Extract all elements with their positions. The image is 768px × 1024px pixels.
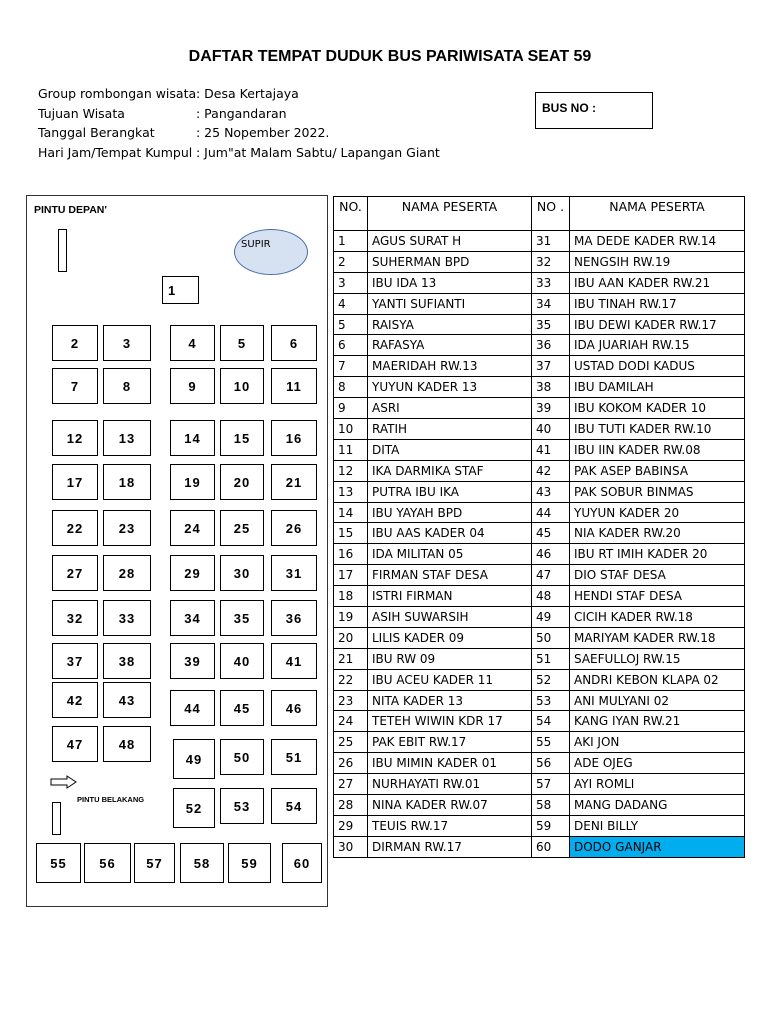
cell-name: TETEH WIWIN KDR 17	[368, 711, 532, 732]
cell-name: USTAD DODI KADUS	[570, 356, 745, 377]
seat: 26	[271, 510, 317, 546]
seat: 16	[271, 420, 317, 456]
cell-number: 44	[532, 502, 570, 523]
cell-name: MAERIDAH RW.13	[368, 356, 532, 377]
cell-name: IDA JUARIAH RW.15	[570, 335, 745, 356]
table-row	[334, 231, 745, 252]
cell-number: 6	[334, 335, 368, 356]
cell-number: 59	[532, 815, 570, 836]
table-row	[334, 627, 745, 648]
info-label: Group rombongan wisata	[38, 86, 197, 101]
table-row	[334, 774, 745, 795]
info-value: : Pangandaran	[196, 105, 287, 121]
table-row	[334, 836, 745, 857]
seat: 12	[52, 420, 98, 456]
cell-name: NENGSIH RW.19	[570, 251, 745, 272]
cell-name: PAK ASEP BABINSA	[570, 460, 745, 481]
cell-name: ADE OJEG	[570, 753, 745, 774]
info-value: : 25 Nopember 2022.	[196, 125, 330, 140]
cell-number: 14	[334, 502, 368, 523]
cell-number: 55	[532, 732, 570, 753]
cell-number: 53	[532, 690, 570, 711]
trip-info	[38, 84, 440, 162]
seat: 2	[52, 325, 98, 361]
seat: 17	[52, 464, 98, 500]
cell-number: 22	[334, 669, 368, 690]
cell-name: IBU TUTI KADER RW.10	[570, 419, 745, 440]
info-row-date	[38, 123, 440, 143]
table-row	[334, 544, 745, 565]
cell-name: ANI MULYANI 02	[570, 690, 745, 711]
header-name: NAMA PESERTA	[368, 197, 532, 231]
cell-number: 23	[334, 690, 368, 711]
seat: 18	[103, 464, 151, 500]
passenger-table	[333, 196, 745, 858]
cell-name: MARIYAM KADER RW.18	[570, 627, 745, 648]
cell-number: 18	[334, 586, 368, 607]
cell-name: AKI JON	[570, 732, 745, 753]
cell-name: IBU RT IMIH KADER 20	[570, 544, 745, 565]
seat: 56	[84, 843, 131, 883]
cell-name: DIO STAF DESA	[570, 565, 745, 586]
info-row-meeting	[38, 143, 440, 163]
cell-number: 17	[334, 565, 368, 586]
seat: 25	[220, 510, 264, 546]
cell-number: 2	[334, 251, 368, 272]
cell-name: NIA KADER RW.20	[570, 523, 745, 544]
cell-name: IBU YAYAH BPD	[368, 502, 532, 523]
seat: 60	[282, 843, 322, 883]
seat: 10	[220, 368, 264, 404]
cell-name: YANTI SUFIANTI	[368, 293, 532, 314]
cell-name: SAEFULLOJ RW.15	[570, 648, 745, 669]
cell-name: ASRI	[368, 398, 532, 419]
seat: 5	[220, 325, 264, 361]
cell-name: TEUIS RW.17	[368, 815, 532, 836]
cell-number: 58	[532, 795, 570, 816]
seat: 59	[228, 843, 271, 883]
header-name: NAMA PESERTA	[570, 197, 745, 231]
front-door	[58, 229, 67, 272]
cell-name: IBU ACEU KADER 11	[368, 669, 532, 690]
table-row	[334, 439, 745, 460]
table-row	[334, 815, 745, 836]
cell-number: 10	[334, 419, 368, 440]
cell-name: IBU DEWI KADER RW.17	[570, 314, 745, 335]
cell-name: AGUS SURAT H	[368, 231, 532, 252]
cell-number: 38	[532, 377, 570, 398]
info-row-destination	[38, 104, 440, 124]
cell-name: SUHERMAN BPD	[368, 251, 532, 272]
seat: 39	[170, 643, 215, 679]
cell-name: NURHAYATI RW.01	[368, 774, 532, 795]
cell-name: HENDI STAF DESA	[570, 586, 745, 607]
info-value: : Jum"at Malam Sabtu/ Lapangan Giant	[196, 144, 440, 160]
cell-number: 57	[532, 774, 570, 795]
seat: 57	[134, 843, 175, 883]
rear-door-label: PINTU BELAKANG	[77, 795, 145, 804]
seat: 30	[220, 555, 264, 591]
cell-name: LILIS KADER 09	[368, 627, 532, 648]
header-no: NO .	[532, 197, 570, 231]
seat: 46	[271, 690, 317, 726]
cell-number: 48	[532, 586, 570, 607]
table-row	[334, 398, 745, 419]
cell-number: 37	[532, 356, 570, 377]
cell-number: 42	[532, 460, 570, 481]
seat: 1	[162, 276, 199, 304]
cell-name: ANDRI KEBON KLAPA 02	[570, 669, 745, 690]
seat: 7	[52, 368, 98, 404]
table-row	[334, 251, 745, 272]
info-value: : Desa Kertajaya	[196, 86, 299, 101]
seat: 42	[52, 682, 98, 718]
table-row	[334, 356, 745, 377]
seat: 43	[103, 682, 151, 718]
cell-number: 39	[532, 398, 570, 419]
cell-number: 46	[532, 544, 570, 565]
table-row	[334, 690, 745, 711]
cell-number: 5	[334, 314, 368, 335]
cell-name: RAISYA	[368, 314, 532, 335]
table-row	[334, 502, 745, 523]
cell-number: 50	[532, 627, 570, 648]
seat: 36	[271, 600, 317, 636]
table-row	[334, 732, 745, 753]
cell-number: 1	[334, 231, 368, 252]
cell-number: 56	[532, 753, 570, 774]
cell-name: AYI ROMLI	[570, 774, 745, 795]
cell-number: 8	[334, 377, 368, 398]
cell-name: FIRMAN STAF DESA	[368, 565, 532, 586]
cell-number: 40	[532, 419, 570, 440]
seat: 34	[170, 600, 215, 636]
seat: 53	[220, 788, 264, 824]
table-row	[334, 648, 745, 669]
cell-name: YUYUN KADER 20	[570, 502, 745, 523]
seat: 47	[52, 726, 98, 762]
cell-name: NITA KADER 13	[368, 690, 532, 711]
cell-name: MA DEDE KADER RW.14	[570, 231, 745, 252]
cell-number: 19	[334, 607, 368, 628]
cell-name: IBU AAN KADER RW.21	[570, 272, 745, 293]
table-row	[334, 419, 745, 440]
rear-door	[52, 802, 61, 835]
cell-number: 51	[532, 648, 570, 669]
cell-number: 36	[532, 335, 570, 356]
cell-number: 45	[532, 523, 570, 544]
seat: 32	[52, 600, 98, 636]
seat: 54	[271, 788, 317, 824]
cell-number: 12	[334, 460, 368, 481]
seat: 52	[173, 788, 215, 828]
table-row	[334, 586, 745, 607]
cell-number: 29	[334, 815, 368, 836]
cell-name: DODO GANJAR	[570, 836, 745, 857]
table-row	[334, 711, 745, 732]
seat: 45	[220, 690, 264, 726]
cell-name: RATIH	[368, 419, 532, 440]
arrow-right-icon	[50, 775, 78, 789]
cell-name: IDA MILITAN 05	[368, 544, 532, 565]
seat: 22	[52, 510, 98, 546]
cell-number: 43	[532, 481, 570, 502]
seat: 29	[170, 555, 215, 591]
front-door-label: PINTU DEPAN'	[34, 204, 107, 216]
cell-number: 33	[532, 272, 570, 293]
table-row	[334, 523, 745, 544]
table-row	[334, 314, 745, 335]
table-row	[334, 377, 745, 398]
table-row	[334, 565, 745, 586]
cell-number: 15	[334, 523, 368, 544]
cell-name: DENI BILLY	[570, 815, 745, 836]
table-row	[334, 669, 745, 690]
seat: 13	[103, 420, 151, 456]
cell-number: 21	[334, 648, 368, 669]
cell-number: 27	[334, 774, 368, 795]
cell-number: 11	[334, 439, 368, 460]
cell-name: DIRMAN RW.17	[368, 836, 532, 857]
seat: 4	[170, 325, 215, 361]
seat: 35	[220, 600, 264, 636]
seat: 23	[103, 510, 151, 546]
seat: 28	[103, 555, 151, 591]
cell-name: ASIH SUWARSIH	[368, 607, 532, 628]
cell-number: 3	[334, 272, 368, 293]
cell-number: 16	[334, 544, 368, 565]
table-row	[334, 607, 745, 628]
cell-name: IBU RW 09	[368, 648, 532, 669]
cell-name: CICIH KADER RW.18	[570, 607, 745, 628]
seat: 49	[173, 739, 215, 779]
cell-number: 34	[532, 293, 570, 314]
cell-name: IBU MIMIN KADER 01	[368, 753, 532, 774]
cell-number: 26	[334, 753, 368, 774]
cell-name: PAK SOBUR BINMAS	[570, 481, 745, 502]
cell-number: 31	[532, 231, 570, 252]
cell-number: 49	[532, 607, 570, 628]
cell-name: IBU IDA 13	[368, 272, 532, 293]
seat: 21	[271, 464, 317, 500]
page-title: DAFTAR TEMPAT DUDUK BUS PARIWISATA SEAT 59	[188, 48, 592, 65]
seat: 20	[220, 464, 264, 500]
cell-name: RAFASYA	[368, 335, 532, 356]
seat: 9	[170, 368, 215, 404]
seat: 33	[103, 600, 151, 636]
cell-number: 54	[532, 711, 570, 732]
seat: 40	[220, 643, 264, 679]
seat: 50	[220, 739, 264, 775]
seat: 3	[103, 325, 151, 361]
seat: 38	[103, 643, 151, 679]
cell-number: 4	[334, 293, 368, 314]
seat: 27	[52, 555, 98, 591]
cell-number: 7	[334, 356, 368, 377]
cell-name: IBU AAS KADER 04	[368, 523, 532, 544]
cell-name: IBU TINAH RW.17	[570, 293, 745, 314]
cell-name: KANG IYAN RW.21	[570, 711, 745, 732]
cell-name: IKA DARMIKA STAF	[368, 460, 532, 481]
cell-name: MANG DADANG	[570, 795, 745, 816]
table-row	[334, 753, 745, 774]
info-label: Tujuan Wisata	[38, 105, 125, 121]
cell-number: 35	[532, 314, 570, 335]
table-row	[334, 272, 745, 293]
seat: 15	[220, 420, 264, 456]
cell-name: PUTRA IBU IKA	[368, 481, 532, 502]
cell-name: IBU KOKOM KADER 10	[570, 398, 745, 419]
seat: 48	[103, 726, 151, 762]
seat: 41	[271, 643, 317, 679]
cell-number: 41	[532, 439, 570, 460]
cell-name: ISTRI FIRMAN	[368, 586, 532, 607]
cell-number: 30	[334, 836, 368, 857]
seat: 6	[271, 325, 317, 361]
cell-number: 9	[334, 398, 368, 419]
seat: 55	[36, 843, 81, 883]
cell-name: YUYUN KADER 13	[368, 377, 532, 398]
seat: 58	[180, 843, 224, 883]
seat: 51	[271, 739, 317, 775]
cell-number: 47	[532, 565, 570, 586]
cell-number: 13	[334, 481, 368, 502]
cell-name: NINA KADER RW.07	[368, 795, 532, 816]
cell-number: 20	[334, 627, 368, 648]
cell-name: DITA	[368, 439, 532, 460]
seat: 14	[170, 420, 215, 456]
seat: 19	[170, 464, 215, 500]
driver-seat: SUPIR	[234, 229, 308, 275]
info-label: Hari Jam/Tempat Kumpul	[38, 144, 193, 160]
info-row-group	[38, 84, 440, 104]
cell-number: 25	[334, 732, 368, 753]
table-row	[334, 335, 745, 356]
cell-number: 52	[532, 669, 570, 690]
seat: 11	[271, 368, 317, 404]
bus-number-box: BUS NO :	[535, 92, 653, 129]
table-row	[334, 460, 745, 481]
cell-number: 32	[532, 251, 570, 272]
cell-name: IBU IIN KADER RW.08	[570, 439, 745, 460]
header-no: NO.	[334, 197, 368, 231]
cell-name: IBU DAMILAH	[570, 377, 745, 398]
cell-number: 24	[334, 711, 368, 732]
table-header-row	[334, 197, 745, 231]
table-row	[334, 481, 745, 502]
info-label: Tanggal Berangkat	[38, 125, 155, 140]
table-row	[334, 293, 745, 314]
seat: 24	[170, 510, 215, 546]
seat: 44	[170, 690, 215, 726]
seat: 31	[271, 555, 317, 591]
cell-number: 60	[532, 836, 570, 857]
seat: 8	[103, 368, 151, 404]
table-row	[334, 795, 745, 816]
seat: 37	[52, 643, 98, 679]
cell-name: PAK EBIT RW.17	[368, 732, 532, 753]
cell-number: 28	[334, 795, 368, 816]
